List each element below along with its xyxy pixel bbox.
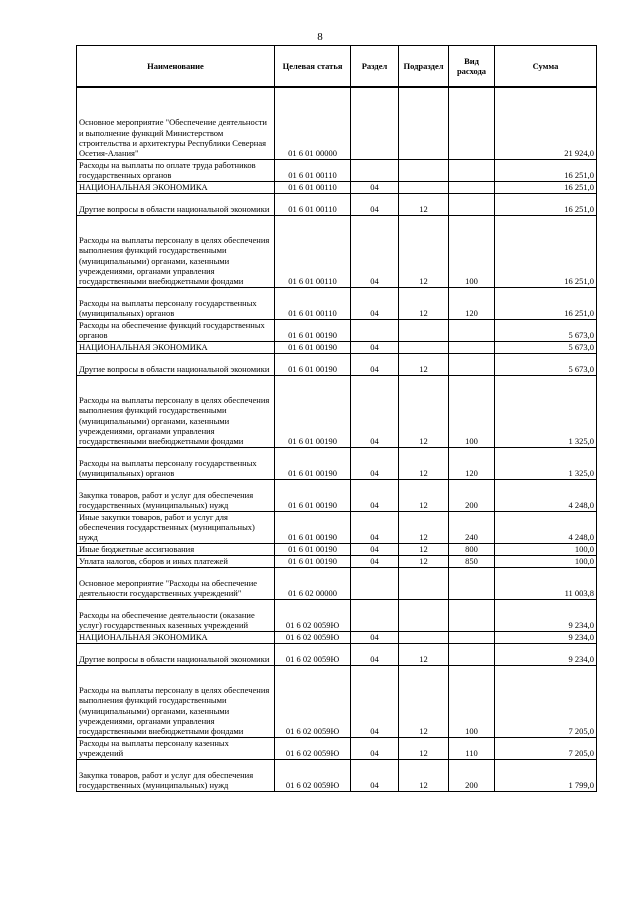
row-section [351,87,399,159]
row-subsection [399,181,449,193]
table-row [77,287,597,319]
row-subsection: 12 [399,353,449,375]
table-row [77,737,597,759]
table-row [77,159,597,181]
row-sum: 5 673,0 [495,341,597,353]
row-name: Другие вопросы в области национальной экономики [77,643,275,665]
row-section [351,319,399,341]
row-section: 04 [351,447,399,479]
row-section: 04 [351,511,399,543]
row-sum: 16 251,0 [495,159,597,181]
row-target-article: 01 6 01 00110 [275,159,351,181]
row-sum: 100,0 [495,555,597,567]
row-section: 04 [351,287,399,319]
table-row [77,567,597,599]
row-subsection: 12 [399,479,449,511]
row-target-article: 01 6 01 00110 [275,215,351,287]
row-section [351,567,399,599]
row-subsection: 12 [399,665,449,737]
table-row [77,375,597,447]
row-target-article: 01 6 02 0059Ю [275,737,351,759]
table-row [77,631,597,643]
row-subsection: 12 [399,215,449,287]
row-sum: 1 325,0 [495,447,597,479]
row-section: 04 [351,353,399,375]
row-target-article: 01 6 01 00190 [275,479,351,511]
row-name: Расходы на выплаты персоналу государственных (муниципальных) органов [77,287,275,319]
row-subsection: 12 [399,447,449,479]
budget-table [76,45,597,792]
table-row [77,193,597,215]
row-subsection [399,319,449,341]
row-target-article: 01 6 02 0059Ю [275,643,351,665]
row-section: 04 [351,631,399,643]
row-name: Расходы на выплаты персоналу государственных (муниципальных) органов [77,447,275,479]
row-name: Другие вопросы в области национальной экономики [77,353,275,375]
table-row [77,759,597,791]
table-row [77,341,597,353]
row-sum: 16 251,0 [495,215,597,287]
row-target-article: 01 6 01 00190 [275,543,351,555]
row-subsection [399,159,449,181]
row-section: 04 [351,181,399,193]
row-sum: 7 205,0 [495,665,597,737]
table-row [77,479,597,511]
row-section: 04 [351,479,399,511]
row-target-article: 01 6 01 00190 [275,341,351,353]
row-sum: 21 924,0 [495,87,597,159]
table-row [77,181,597,193]
table-body [77,87,597,791]
row-name: Расходы на выплаты персоналу казенных учреждений [77,737,275,759]
header-name: Наименование [77,46,275,88]
row-sum: 16 251,0 [495,287,597,319]
row-expense-type: 240 [449,511,495,543]
row-name: Закупка товаров, работ и услуг для обеспечения государственных (муниципальных) нужд [77,479,275,511]
row-section [351,599,399,631]
row-subsection: 12 [399,737,449,759]
row-expense-type: 200 [449,759,495,791]
table-row [77,511,597,543]
row-expense-type: 100 [449,375,495,447]
row-expense-type: 200 [449,479,495,511]
row-name: НАЦИОНАЛЬНАЯ ЭКОНОМИКА [77,181,275,193]
table-row [77,87,597,159]
row-expense-type [449,631,495,643]
row-sum: 9 234,0 [495,631,597,643]
table-row [77,555,597,567]
row-expense-type [449,87,495,159]
row-expense-type: 800 [449,543,495,555]
row-section: 04 [351,543,399,555]
row-expense-type: 120 [449,287,495,319]
row-name: Расходы на выплаты персоналу в целях обеспечения выполнения функций государственными (муниципальными) органами, казенными учреждениями, органами управления государственными внебюджетными фондами [77,215,275,287]
row-expense-type [449,353,495,375]
table-row [77,543,597,555]
table-row [77,319,597,341]
row-subsection [399,87,449,159]
row-section: 04 [351,665,399,737]
row-target-article: 01 6 01 00000 [275,87,351,159]
row-name: Расходы на выплаты персоналу в целях обеспечения выполнения функций государственными (муниципальными) органами, казенными учреждениями, органами управления государственными внебюджетными фондами [77,665,275,737]
row-subsection: 12 [399,759,449,791]
table-row [77,665,597,737]
row-expense-type [449,159,495,181]
row-subsection: 12 [399,555,449,567]
row-expense-type [449,193,495,215]
row-section: 04 [351,737,399,759]
row-subsection: 12 [399,643,449,665]
table-row [77,599,597,631]
row-section: 04 [351,759,399,791]
row-sum: 5 673,0 [495,319,597,341]
row-target-article: 01 6 01 00110 [275,193,351,215]
row-subsection [399,631,449,643]
row-expense-type [449,567,495,599]
row-sum: 11 003,8 [495,567,597,599]
table-row [77,643,597,665]
row-expense-type: 110 [449,737,495,759]
row-sum: 100,0 [495,543,597,555]
row-name: Расходы на обеспечение функций государственных органов [77,319,275,341]
row-sum: 1 799,0 [495,759,597,791]
row-sum: 4 248,0 [495,479,597,511]
header-expense-type: Вид расхода [449,46,495,88]
row-subsection: 12 [399,287,449,319]
row-expense-type: 120 [449,447,495,479]
header-sum: Сумма [495,46,597,88]
row-expense-type: 100 [449,665,495,737]
row-sum: 9 234,0 [495,643,597,665]
row-name: Иные бюджетные ассигнования [77,543,275,555]
row-name: Другие вопросы в области национальной экономики [77,193,275,215]
row-name: НАЦИОНАЛЬНАЯ ЭКОНОМИКА [77,631,275,643]
row-expense-type [449,181,495,193]
row-target-article: 01 6 02 0059Ю [275,631,351,643]
row-target-article: 01 6 01 00190 [275,353,351,375]
table-row [77,215,597,287]
row-target-article: 01 6 01 00110 [275,181,351,193]
page-number: 8 [317,31,323,43]
row-name: Закупка товаров, работ и услуг для обеспечения государственных (муниципальных) нужд [77,759,275,791]
row-expense-type: 850 [449,555,495,567]
row-expense-type: 100 [449,215,495,287]
row-subsection [399,567,449,599]
row-target-article: 01 6 02 0059Ю [275,665,351,737]
row-subsection [399,599,449,631]
row-target-article: 01 6 01 00190 [275,375,351,447]
row-name: Уплата налогов, сборов и иных платежей [77,555,275,567]
header-target-article: Целевая статья [275,46,351,88]
table-row [77,447,597,479]
row-sum: 7 205,0 [495,737,597,759]
row-subsection: 12 [399,543,449,555]
row-target-article: 01 6 02 00000 [275,567,351,599]
row-name: Основное мероприятие "Расходы на обеспечение деятельности государственных учреждений" [77,567,275,599]
row-target-article: 01 6 01 00110 [275,287,351,319]
row-target-article: 01 6 01 00190 [275,447,351,479]
row-subsection: 12 [399,375,449,447]
row-section [351,159,399,181]
row-expense-type [449,319,495,341]
row-section: 04 [351,643,399,665]
row-name: НАЦИОНАЛЬНАЯ ЭКОНОМИКА [77,341,275,353]
row-sum: 16 251,0 [495,193,597,215]
row-target-article: 01 6 01 00190 [275,555,351,567]
row-subsection: 12 [399,193,449,215]
table-row [77,353,597,375]
row-subsection [399,341,449,353]
row-name: Расходы на выплаты по оплате труда работников государственных органов [77,159,275,181]
header-subsection: Подраздел [399,46,449,88]
row-sum: 9 234,0 [495,599,597,631]
row-name: Основное мероприятие "Обеспечение деятельности и выполнение функций Министерством строительства и архитектуры Республики Северная Осетия-Алания" [77,87,275,159]
row-expense-type [449,643,495,665]
row-section: 04 [351,555,399,567]
row-name: Расходы на выплаты персоналу в целях обеспечения выполнения функций государственными (муниципальными) органами, казенными учреждениями, органами управления государственными внебюджетными фондами [77,375,275,447]
row-name: Иные закупки товаров, работ и услуг для обеспечения государственных (муниципальных) нужд [77,511,275,543]
header-section: Раздел [351,46,399,88]
row-target-article: 01 6 01 00190 [275,319,351,341]
row-target-article: 01 6 02 0059Ю [275,759,351,791]
row-section: 04 [351,375,399,447]
table-header-row [77,46,597,88]
row-expense-type [449,341,495,353]
row-sum: 16 251,0 [495,181,597,193]
row-name: Расходы на обеспечение деятельности (оказание услуг) государственных казенных учреждений [77,599,275,631]
row-section: 04 [351,215,399,287]
row-subsection: 12 [399,511,449,543]
row-sum: 4 248,0 [495,511,597,543]
row-section: 04 [351,193,399,215]
row-sum: 1 325,0 [495,375,597,447]
row-target-article: 01 6 01 00190 [275,511,351,543]
row-expense-type [449,599,495,631]
row-target-article: 01 6 02 0059Ю [275,599,351,631]
row-sum: 5 673,0 [495,353,597,375]
row-section: 04 [351,341,399,353]
